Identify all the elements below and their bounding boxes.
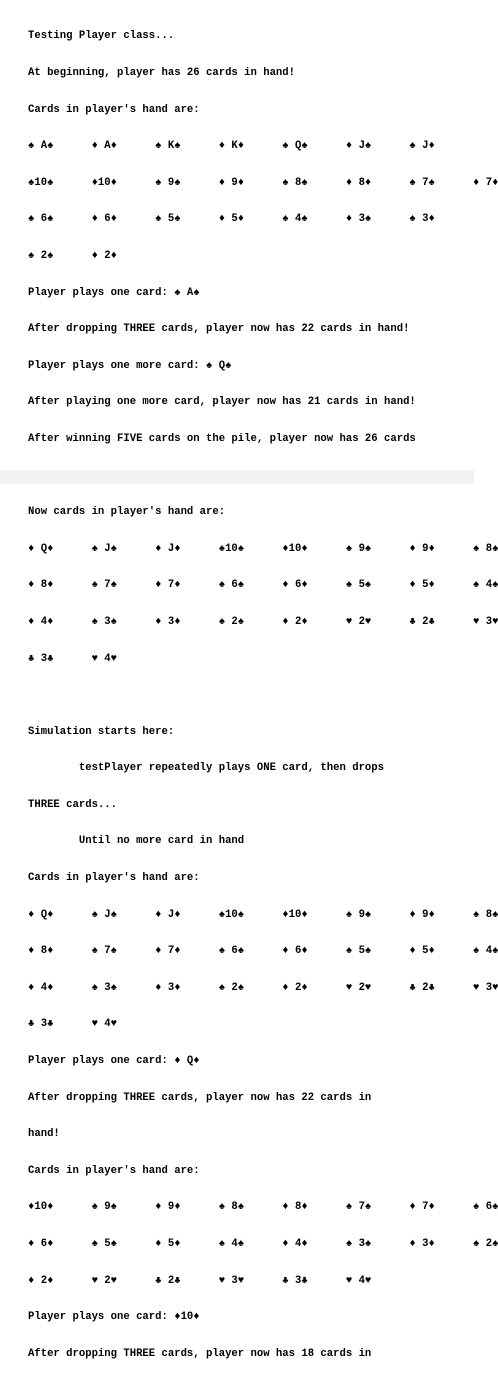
console-line: ♦10♦ ♠ 9♠ ♦ 9♦ ♠ 8♠ ♦ 8♦ ♠ 7♠ ♦ 7♦ ♠ 6♠	[28, 1201, 498, 1214]
console-line: ♦ Q♦ ♠ J♠ ♦ J♦ ♠10♠ ♦10♦ ♠ 9♠ ♦ 9♦ ♠ 8♠	[28, 908, 498, 921]
console-line: Player plays one card: ♦ Q♦	[28, 1055, 200, 1068]
console-line: testPlayer repeatedly plays ONE card, then drops	[28, 762, 385, 775]
console-line: Until no more card in hand	[28, 835, 245, 848]
console-line: ♣ 3♣ ♥ 4♥	[28, 652, 118, 665]
console-line: ♠10♠ ♦10♦ ♠ 9♠ ♦ 9♦ ♠ 8♠ ♦ 8♦ ♠ 7♠ ♦ 7♦	[28, 176, 498, 189]
console-line: THREE cards...	[28, 798, 118, 811]
console-line: Player plays one card: ♦10♦	[28, 1311, 200, 1324]
console-line: ♦ 8♦ ♠ 7♠ ♦ 7♦ ♠ 6♠ ♦ 6♦ ♠ 5♠ ♦ 5♦ ♠ 4♠	[28, 579, 498, 592]
console-line: ♠ 6♠ ♦ 6♦ ♠ 5♠ ♦ 5♦ ♠ 4♠ ♦ 3♠ ♠ 3♦	[28, 213, 435, 226]
console-line: Cards in player's hand are:	[28, 103, 200, 116]
console-line: Cards in player's hand are:	[28, 1164, 200, 1177]
console-line: ♣ 3♣ ♥ 4♥	[28, 1018, 118, 1031]
console-line: After winning FIVE cards on the pile, player now has 26 cards	[28, 432, 416, 445]
console-line: ♠ A♠ ♦ A♦ ♠ K♠ ♦ K♦ ♠ Q♠ ♦ J♠ ♠ J♦	[28, 140, 435, 153]
console-line: Testing Player class...	[28, 30, 175, 43]
console-line: Player plays one more card: ♠ Q♠	[28, 359, 232, 372]
console-line: ♦ 4♦ ♠ 3♠ ♦ 3♦ ♠ 2♠ ♦ 2♦ ♥ 2♥ ♣ 2♣ ♥ 3♥	[28, 981, 498, 994]
console-line: Now cards in player's hand are:	[28, 506, 226, 519]
console-line: ♦ 6♦ ♠ 5♠ ♦ 5♦ ♠ 4♠ ♦ 4♦ ♠ 3♠ ♦ 3♦ ♠ 2♠	[28, 1238, 498, 1250]
console-line: At beginning, player has 26 cards in hand!	[28, 67, 296, 79]
console-line: ♦ Q♦ ♠ J♠ ♦ J♦ ♠10♠ ♦10♦ ♠ 9♠ ♦ 9♦ ♠ 8♠	[28, 542, 498, 555]
console-line: Player plays one card: ♠ A♠	[28, 286, 200, 299]
console-line: hand!	[28, 1128, 60, 1141]
console-line: After playing one more card, player now has 21 cards in hand!	[28, 396, 416, 409]
console-line: ♦ 8♦ ♠ 7♠ ♦ 7♦ ♠ 6♠ ♦ 6♦ ♠ 5♠ ♦ 5♦ ♠ 4♠	[28, 945, 498, 958]
console-line: After dropping THREE cards, player now has 22 cards in	[28, 1091, 372, 1104]
console-line: ♦ 4♦ ♠ 3♠ ♦ 3♦ ♠ 2♠ ♦ 2♦ ♥ 2♥ ♣ 2♣ ♥ 3♥	[28, 615, 498, 628]
console-line	[28, 689, 474, 701]
console-line: Simulation starts here:	[28, 725, 175, 738]
console-line: ♦ 2♦ ♥ 2♥ ♣ 2♣ ♥ 3♥ ♣ 3♣ ♥ 4♥	[28, 1274, 372, 1287]
console-line: After dropping THREE cards, player now has 22 cards in hand!	[28, 323, 410, 336]
console-line: Cards in player's hand are:	[28, 872, 200, 885]
console-line: After dropping THREE cards, player now has 18 cards in	[28, 1347, 372, 1360]
window-bottom-bar	[0, 470, 474, 484]
console-line: ♠ 2♠ ♦ 2♦	[28, 249, 118, 262]
